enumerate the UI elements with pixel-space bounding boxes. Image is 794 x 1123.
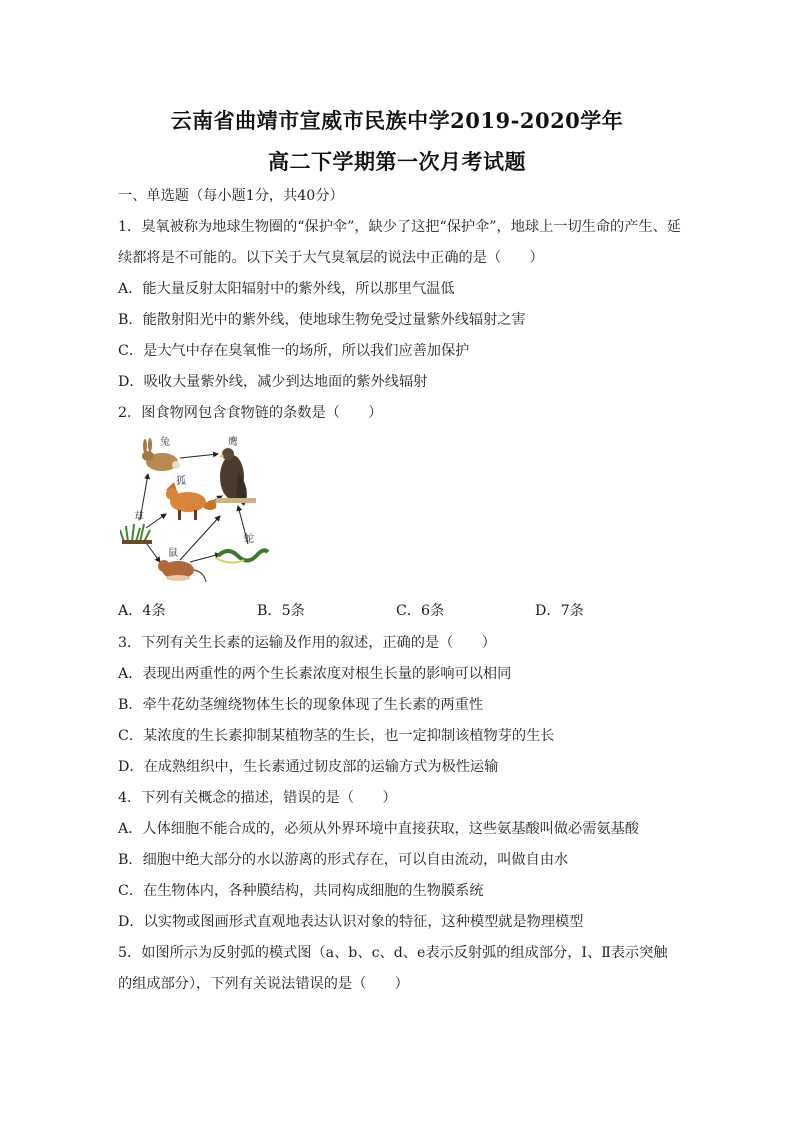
question-4-stem: 4．下列有关概念的描述，错误的是（ ） (118, 790, 397, 806)
label-rabbit: 兔 (160, 437, 170, 448)
question-1-option-b: B．能散射阳光中的紫外线，使地球生物免受过量紫外线辐射之害 (118, 312, 526, 328)
question-5-stem-line2: 的组成部分），下列有关说法错误的是（ ） (118, 976, 409, 992)
label-fox: 狐 (176, 476, 186, 487)
label-snake: 蛇 (244, 534, 254, 545)
question-3-option-d: D．在成熟组织中，生长素通过韧皮部的运输方式为极性运输 (118, 759, 499, 775)
question-1-stem-line1: 1．臭氧被称为地球生物圈的“保护伞”，缺少了这把“保护伞”，地球上一切生命的产生、延 (118, 219, 681, 235)
question-2-stem: 2．图食物网包含食物链的条数是（ ） (118, 405, 383, 421)
question-2-option-a: A．4条 (118, 603, 166, 619)
question-4-option-b: B．细胞中绝大部分的水以游离的形式存在，可以自由流动，叫做自由水 (118, 852, 569, 868)
question-3-stem: 3．下列有关生长素的运输及作用的叙述，正确的是（ ） (118, 635, 496, 651)
question-4-option-d: D．以实物或图画形式直观地表达认识对象的特征，这种模型就是物理模型 (118, 914, 584, 930)
question-4-option-c: C．在生物体内，各种膜结构，共同构成细胞的生物膜系统 (118, 883, 484, 899)
snake-illustration (216, 550, 268, 562)
mouse-illustration (158, 560, 206, 582)
question-3-option-b: B．牵牛花幼茎缠绕物体生长的现象体现了生长素的两重性 (118, 697, 484, 713)
exam-title-line1: 云南省曲靖市宣威市民族中学2019-2020学年 (170, 108, 624, 133)
question-1-option-c: C．是大气中存在臭氧惟一的场所，所以我们应善加保护 (118, 343, 470, 359)
question-2-option-d: D．7条 (535, 603, 584, 619)
eagle-illustration (216, 448, 256, 506)
question-2-option-c: C．6条 (396, 603, 445, 619)
label-grass: 草 (134, 512, 144, 523)
section-heading: 一、单选题（每小题1分，共40分） (118, 188, 344, 204)
question-1-stem-line2: 续都将是不可能的。以下关于大气臭氧层的说法中正确的是（ ） (118, 250, 544, 266)
label-eagle: 鹰 (228, 437, 238, 448)
question-5-stem-line1: 5．如图所示为反射弧的模式图（a、b、c、d、e表示反射弧的组成部分，Ⅰ、Ⅱ表示突触 (118, 945, 668, 961)
question-1-option-d: D．吸收大量紫外线，减少到达地面的紫外线辐射 (118, 374, 428, 390)
fox-illustration (166, 482, 216, 520)
label-mouse: 鼠 (168, 548, 178, 559)
food-web-figure (120, 432, 280, 592)
question-2-option-b: B．5条 (257, 603, 305, 619)
question-3-option-c: C．某浓度的生长素抑制某植物茎的生长，也一定抑制该植物芽的生长 (118, 728, 555, 744)
question-3-option-a: A．表现出两重性的两个生长素浓度对根生长量的影响可以相同 (118, 666, 512, 682)
question-1-option-a: A．能大量反射太阳辐射中的紫外线，所以那里气温低 (118, 281, 455, 297)
question-4-option-a: A．人体细胞不能合成的，必须从外界环境中直接获取，这些氨基酸叫做必需氨基酸 (118, 821, 639, 837)
exam-title-line2: 高二下学期第一次月考试题 (268, 149, 526, 174)
